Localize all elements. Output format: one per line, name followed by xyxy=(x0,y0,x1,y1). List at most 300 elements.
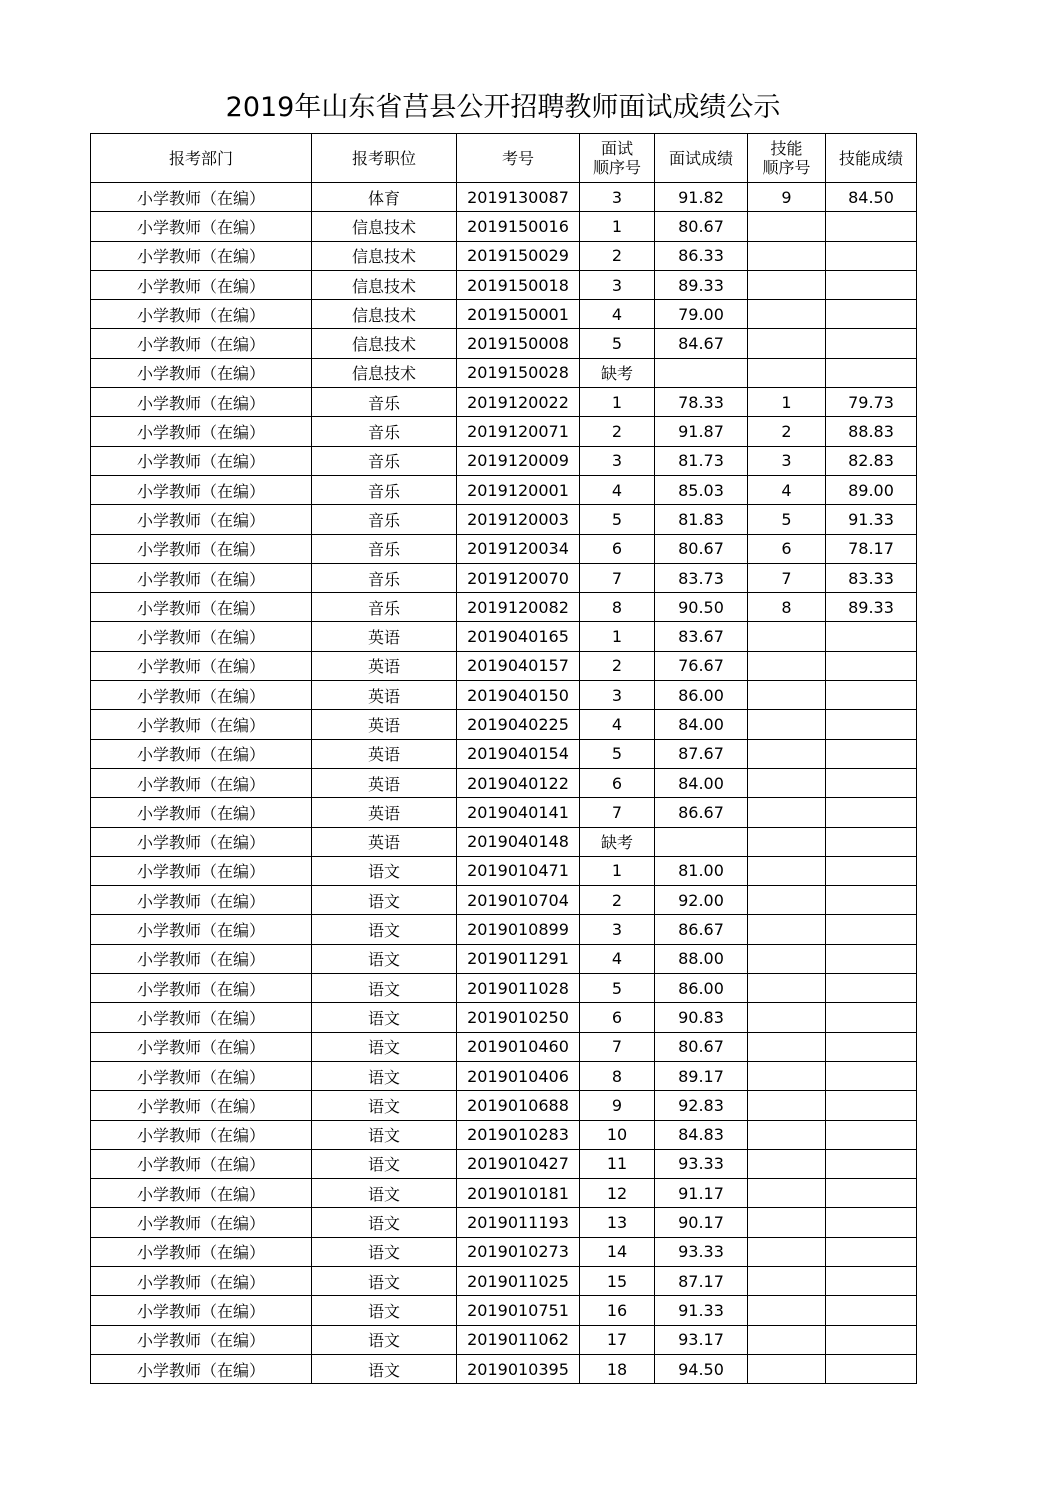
cell-interview-score: 81.00 xyxy=(655,856,748,885)
cell-position: 信息技术 xyxy=(312,300,457,329)
cell-skill-order: 7 xyxy=(748,563,826,592)
cell-interview-order: 1 xyxy=(580,856,655,885)
cell-interview-order: 14 xyxy=(580,1237,655,1266)
cell-department: 小学教师（在编） xyxy=(91,212,312,241)
cell-skill-order xyxy=(748,768,826,797)
cell-skill-order xyxy=(748,1003,826,1032)
cell-skill-score xyxy=(826,944,917,973)
cell-interview-order: 3 xyxy=(580,915,655,944)
cell-position: 语文 xyxy=(312,1266,457,1295)
cell-interview-order: 3 xyxy=(580,446,655,475)
header-interview-score: 面试成绩 xyxy=(655,134,748,183)
cell-department: 小学教师（在编） xyxy=(91,505,312,534)
cell-skill-order xyxy=(748,270,826,299)
cell-exam-number: 2019040148 xyxy=(457,827,580,856)
cell-position: 语文 xyxy=(312,1149,457,1178)
cell-skill-order: 9 xyxy=(748,183,826,212)
table-row xyxy=(91,534,917,563)
cell-skill-score xyxy=(826,1061,917,1090)
cell-skill-order xyxy=(748,827,826,856)
cell-skill-order xyxy=(748,1354,826,1383)
table-row xyxy=(91,622,917,651)
cell-interview-order: 13 xyxy=(580,1208,655,1237)
cell-exam-number: 2019040225 xyxy=(457,710,580,739)
cell-interview-order: 6 xyxy=(580,1003,655,1032)
cell-exam-number: 2019010427 xyxy=(457,1149,580,1178)
cell-department: 小学教师（在编） xyxy=(91,475,312,504)
cell-department: 小学教师（在编） xyxy=(91,974,312,1003)
cell-position: 体育 xyxy=(312,183,457,212)
cell-position: 语文 xyxy=(312,1208,457,1237)
cell-exam-number: 2019120082 xyxy=(457,593,580,622)
cell-exam-number: 2019010283 xyxy=(457,1120,580,1149)
cell-department: 小学教师（在编） xyxy=(91,388,312,417)
cell-interview-score: 84.00 xyxy=(655,768,748,797)
cell-interview-order: 6 xyxy=(580,534,655,563)
cell-interview-score: 94.50 xyxy=(655,1354,748,1383)
table-row xyxy=(91,358,917,387)
cell-department: 小学教师（在编） xyxy=(91,1061,312,1090)
cell-interview-order: 缺考 xyxy=(580,358,655,387)
cell-department: 小学教师（在编） xyxy=(91,446,312,475)
cell-exam-number: 2019040165 xyxy=(457,622,580,651)
table-row xyxy=(91,300,917,329)
table-header-row xyxy=(91,134,917,183)
cell-skill-order xyxy=(748,651,826,680)
cell-exam-number: 2019011291 xyxy=(457,944,580,973)
cell-skill-score xyxy=(826,1296,917,1325)
table-row xyxy=(91,681,917,710)
cell-interview-score: 87.17 xyxy=(655,1266,748,1295)
cell-skill-order xyxy=(748,1179,826,1208)
cell-department: 小学教师（在编） xyxy=(91,944,312,973)
cell-interview-order: 3 xyxy=(580,270,655,299)
table-row xyxy=(91,710,917,739)
cell-skill-order: 1 xyxy=(748,388,826,417)
table-row xyxy=(91,944,917,973)
cell-position: 音乐 xyxy=(312,475,457,504)
cell-skill-score xyxy=(826,1266,917,1295)
table-row xyxy=(91,651,917,680)
cell-department: 小学教师（在编） xyxy=(91,915,312,944)
cell-skill-score xyxy=(826,1237,917,1266)
table-row xyxy=(91,1120,917,1149)
cell-department: 小学教师（在编） xyxy=(91,622,312,651)
cell-skill-order xyxy=(748,300,826,329)
cell-interview-score: 93.33 xyxy=(655,1149,748,1178)
cell-skill-order xyxy=(748,974,826,1003)
cell-skill-score xyxy=(826,212,917,241)
cell-interview-score: 89.33 xyxy=(655,270,748,299)
cell-interview-score: 84.83 xyxy=(655,1120,748,1149)
table-row xyxy=(91,593,917,622)
cell-interview-score: 86.67 xyxy=(655,915,748,944)
cell-exam-number: 2019010471 xyxy=(457,856,580,885)
cell-position: 语文 xyxy=(312,1032,457,1061)
cell-position: 语文 xyxy=(312,1354,457,1383)
cell-interview-order: 5 xyxy=(580,739,655,768)
cell-position: 信息技术 xyxy=(312,270,457,299)
cell-position: 音乐 xyxy=(312,593,457,622)
cell-department: 小学教师（在编） xyxy=(91,183,312,212)
cell-skill-score: 89.33 xyxy=(826,593,917,622)
table-row xyxy=(91,1354,917,1383)
cell-skill-order xyxy=(748,739,826,768)
cell-interview-score: 91.33 xyxy=(655,1296,748,1325)
cell-position: 语文 xyxy=(312,1120,457,1149)
page-title: 2019年山东省莒县公开招聘教师面试成绩公示 xyxy=(225,92,781,123)
cell-position: 语文 xyxy=(312,1325,457,1354)
cell-skill-score xyxy=(826,651,917,680)
cell-department: 小学教师（在编） xyxy=(91,1325,312,1354)
table-row xyxy=(91,388,917,417)
cell-department: 小学教师（在编） xyxy=(91,651,312,680)
cell-position: 信息技术 xyxy=(312,241,457,270)
cell-department: 小学教师（在编） xyxy=(91,768,312,797)
cell-exam-number: 2019010395 xyxy=(457,1354,580,1383)
cell-position: 音乐 xyxy=(312,417,457,446)
cell-position: 语文 xyxy=(312,856,457,885)
cell-position: 英语 xyxy=(312,651,457,680)
cell-skill-order: 6 xyxy=(748,534,826,563)
cell-interview-score: 86.00 xyxy=(655,681,748,710)
cell-department: 小学教师（在编） xyxy=(91,1296,312,1325)
cell-interview-score: 76.67 xyxy=(655,651,748,680)
cell-skill-order xyxy=(748,1120,826,1149)
cell-exam-number: 2019011062 xyxy=(457,1325,580,1354)
cell-skill-score: 83.33 xyxy=(826,563,917,592)
cell-interview-order: 1 xyxy=(580,622,655,651)
cell-interview-score: 91.17 xyxy=(655,1179,748,1208)
cell-interview-order: 15 xyxy=(580,1266,655,1295)
cell-department: 小学教师（在编） xyxy=(91,798,312,827)
table-row xyxy=(91,768,917,797)
cell-exam-number: 2019150008 xyxy=(457,329,580,358)
cell-skill-order: 5 xyxy=(748,505,826,534)
cell-skill-order xyxy=(748,915,826,944)
cell-position: 语文 xyxy=(312,1091,457,1120)
cell-skill-score xyxy=(826,798,917,827)
cell-position: 信息技术 xyxy=(312,329,457,358)
cell-skill-order xyxy=(748,856,826,885)
cell-interview-order: 7 xyxy=(580,1032,655,1061)
cell-position: 英语 xyxy=(312,798,457,827)
cell-interview-order: 8 xyxy=(580,1061,655,1090)
cell-exam-number: 2019011028 xyxy=(457,974,580,1003)
cell-skill-score xyxy=(826,1032,917,1061)
table-row xyxy=(91,446,917,475)
cell-position: 英语 xyxy=(312,710,457,739)
cell-position: 音乐 xyxy=(312,505,457,534)
cell-interview-score xyxy=(655,358,748,387)
cell-interview-score: 81.83 xyxy=(655,505,748,534)
cell-exam-number: 2019010273 xyxy=(457,1237,580,1266)
cell-department: 小学教师（在编） xyxy=(91,300,312,329)
cell-position: 语文 xyxy=(312,1003,457,1032)
cell-skill-score xyxy=(826,270,917,299)
cell-skill-order: 8 xyxy=(748,593,826,622)
cell-interview-order: 7 xyxy=(580,798,655,827)
cell-skill-order xyxy=(748,710,826,739)
cell-department: 小学教师（在编） xyxy=(91,1208,312,1237)
cell-skill-order xyxy=(748,944,826,973)
cell-position: 语文 xyxy=(312,915,457,944)
cell-interview-score: 84.67 xyxy=(655,329,748,358)
cell-skill-score xyxy=(826,1149,917,1178)
cell-interview-score: 81.73 xyxy=(655,446,748,475)
cell-skill-score xyxy=(826,329,917,358)
cell-exam-number: 2019040141 xyxy=(457,798,580,827)
cell-skill-order xyxy=(748,1208,826,1237)
cell-department: 小学教师（在编） xyxy=(91,681,312,710)
cell-skill-order xyxy=(748,681,826,710)
cell-interview-score: 86.33 xyxy=(655,241,748,270)
cell-position: 英语 xyxy=(312,768,457,797)
cell-skill-order xyxy=(748,358,826,387)
cell-skill-order xyxy=(748,1325,826,1354)
table-row xyxy=(91,886,917,915)
cell-exam-number: 2019010250 xyxy=(457,1003,580,1032)
cell-exam-number: 2019010406 xyxy=(457,1061,580,1090)
cell-interview-order: 缺考 xyxy=(580,827,655,856)
cell-skill-order xyxy=(748,1149,826,1178)
table-body xyxy=(91,183,917,1384)
cell-interview-score: 80.67 xyxy=(655,212,748,241)
cell-exam-number: 2019120071 xyxy=(457,417,580,446)
cell-exam-number: 2019150018 xyxy=(457,270,580,299)
cell-interview-order: 2 xyxy=(580,886,655,915)
cell-skill-score: 91.33 xyxy=(826,505,917,534)
table-row xyxy=(91,1091,917,1120)
cell-interview-order: 1 xyxy=(580,388,655,417)
cell-interview-order: 4 xyxy=(580,944,655,973)
cell-skill-score xyxy=(826,768,917,797)
header-exam-number: 考号 xyxy=(457,134,580,183)
cell-skill-score: 82.83 xyxy=(826,446,917,475)
table-row xyxy=(91,827,917,856)
cell-interview-order: 2 xyxy=(580,241,655,270)
table-row xyxy=(91,1179,917,1208)
cell-skill-order: 4 xyxy=(748,475,826,504)
cell-skill-score: 88.83 xyxy=(826,417,917,446)
cell-exam-number: 2019040157 xyxy=(457,651,580,680)
cell-skill-score xyxy=(826,681,917,710)
header-skill-order: 技能 顺序号 xyxy=(748,134,826,183)
table-row xyxy=(91,1325,917,1354)
table-row xyxy=(91,241,917,270)
cell-department: 小学教师（在编） xyxy=(91,739,312,768)
cell-skill-score xyxy=(826,856,917,885)
cell-skill-score xyxy=(826,915,917,944)
cell-department: 小学教师（在编） xyxy=(91,270,312,299)
cell-skill-order xyxy=(748,886,826,915)
cell-skill-order xyxy=(748,1296,826,1325)
cell-interview-order: 2 xyxy=(580,417,655,446)
cell-position: 语文 xyxy=(312,1179,457,1208)
cell-interview-order: 11 xyxy=(580,1149,655,1178)
cell-exam-number: 2019150016 xyxy=(457,212,580,241)
cell-exam-number: 2019040150 xyxy=(457,681,580,710)
cell-skill-order xyxy=(748,212,826,241)
cell-interview-score: 89.17 xyxy=(655,1061,748,1090)
cell-skill-order: 3 xyxy=(748,446,826,475)
cell-exam-number: 2019120003 xyxy=(457,505,580,534)
cell-exam-number: 2019150028 xyxy=(457,358,580,387)
cell-interview-order: 1 xyxy=(580,212,655,241)
cell-skill-order xyxy=(748,241,826,270)
cell-department: 小学教师（在编） xyxy=(91,1120,312,1149)
header-interview-order: 面试 顺序号 xyxy=(580,134,655,183)
cell-department: 小学教师（在编） xyxy=(91,856,312,885)
cell-exam-number: 2019120070 xyxy=(457,563,580,592)
header-department: 报考部门 xyxy=(91,134,312,183)
table-row xyxy=(91,1003,917,1032)
cell-exam-number: 2019040154 xyxy=(457,739,580,768)
cell-position: 音乐 xyxy=(312,388,457,417)
cell-skill-score xyxy=(826,739,917,768)
table-row xyxy=(91,417,917,446)
table-row xyxy=(91,1032,917,1061)
cell-department: 小学教师（在编） xyxy=(91,1354,312,1383)
cell-interview-order: 3 xyxy=(580,183,655,212)
cell-department: 小学教师（在编） xyxy=(91,417,312,446)
cell-skill-score xyxy=(826,1091,917,1120)
cell-exam-number: 2019150001 xyxy=(457,300,580,329)
cell-skill-score xyxy=(826,241,917,270)
cell-exam-number: 2019120009 xyxy=(457,446,580,475)
cell-skill-score xyxy=(826,358,917,387)
cell-interview-score: 80.67 xyxy=(655,534,748,563)
cell-department: 小学教师（在编） xyxy=(91,563,312,592)
cell-skill-score xyxy=(826,886,917,915)
cell-skill-score xyxy=(826,1120,917,1149)
cell-skill-score: 78.17 xyxy=(826,534,917,563)
cell-department: 小学教师（在编） xyxy=(91,1032,312,1061)
cell-exam-number: 2019011025 xyxy=(457,1266,580,1295)
cell-skill-score xyxy=(826,622,917,651)
table-row xyxy=(91,212,917,241)
cell-interview-order: 6 xyxy=(580,768,655,797)
cell-exam-number: 2019120022 xyxy=(457,388,580,417)
table-row xyxy=(91,329,917,358)
table-row xyxy=(91,475,917,504)
cell-position: 音乐 xyxy=(312,534,457,563)
cell-interview-score: 86.00 xyxy=(655,974,748,1003)
cell-interview-score: 78.33 xyxy=(655,388,748,417)
table-row xyxy=(91,1266,917,1295)
table-row xyxy=(91,798,917,827)
table-row xyxy=(91,974,917,1003)
cell-interview-order: 16 xyxy=(580,1296,655,1325)
cell-interview-order: 18 xyxy=(580,1354,655,1383)
cell-department: 小学教师（在编） xyxy=(91,358,312,387)
cell-interview-score: 87.67 xyxy=(655,739,748,768)
table-row xyxy=(91,183,917,212)
cell-interview-score: 90.50 xyxy=(655,593,748,622)
cell-interview-score: 86.67 xyxy=(655,798,748,827)
cell-department: 小学教师（在编） xyxy=(91,1091,312,1120)
table-row xyxy=(91,1208,917,1237)
cell-interview-score: 90.17 xyxy=(655,1208,748,1237)
cell-interview-order: 4 xyxy=(580,475,655,504)
cell-skill-order xyxy=(748,329,826,358)
cell-interview-order: 8 xyxy=(580,593,655,622)
cell-exam-number: 2019010899 xyxy=(457,915,580,944)
cell-interview-order: 9 xyxy=(580,1091,655,1120)
cell-department: 小学教师（在编） xyxy=(91,329,312,358)
cell-position: 英语 xyxy=(312,622,457,651)
cell-department: 小学教师（在编） xyxy=(91,1003,312,1032)
cell-interview-order: 5 xyxy=(580,505,655,534)
cell-skill-score xyxy=(826,710,917,739)
table-row xyxy=(91,856,917,885)
cell-position: 英语 xyxy=(312,681,457,710)
cell-skill-score xyxy=(826,827,917,856)
cell-interview-score: 91.87 xyxy=(655,417,748,446)
cell-position: 语文 xyxy=(312,1061,457,1090)
cell-interview-order: 4 xyxy=(580,710,655,739)
cell-interview-score: 83.67 xyxy=(655,622,748,651)
cell-interview-score: 93.33 xyxy=(655,1237,748,1266)
cell-skill-order xyxy=(748,798,826,827)
cell-exam-number: 2019010751 xyxy=(457,1296,580,1325)
cell-skill-score xyxy=(826,1003,917,1032)
cell-interview-order: 4 xyxy=(580,300,655,329)
cell-interview-score: 84.00 xyxy=(655,710,748,739)
cell-interview-score xyxy=(655,827,748,856)
table-row xyxy=(91,739,917,768)
cell-skill-order xyxy=(748,1061,826,1090)
cell-exam-number: 2019130087 xyxy=(457,183,580,212)
cell-skill-score: 84.50 xyxy=(826,183,917,212)
cell-department: 小学教师（在编） xyxy=(91,710,312,739)
cell-exam-number: 2019010181 xyxy=(457,1179,580,1208)
cell-position: 信息技术 xyxy=(312,358,457,387)
cell-position: 英语 xyxy=(312,827,457,856)
cell-department: 小学教师（在编） xyxy=(91,1237,312,1266)
cell-skill-score xyxy=(826,1208,917,1237)
cell-position: 语文 xyxy=(312,1237,457,1266)
cell-department: 小学教师（在编） xyxy=(91,241,312,270)
cell-department: 小学教师（在编） xyxy=(91,1149,312,1178)
cell-department: 小学教师（在编） xyxy=(91,827,312,856)
cell-skill-order: 2 xyxy=(748,417,826,446)
cell-exam-number: 2019010688 xyxy=(457,1091,580,1120)
cell-interview-score: 92.00 xyxy=(655,886,748,915)
table-row xyxy=(91,563,917,592)
table-row xyxy=(91,915,917,944)
cell-skill-order xyxy=(748,1091,826,1120)
header-position: 报考职位 xyxy=(312,134,457,183)
cell-interview-score: 90.83 xyxy=(655,1003,748,1032)
cell-skill-score xyxy=(826,300,917,329)
cell-interview-score: 88.00 xyxy=(655,944,748,973)
cell-interview-score: 93.17 xyxy=(655,1325,748,1354)
cell-interview-score: 79.00 xyxy=(655,300,748,329)
cell-interview-score: 91.82 xyxy=(655,183,748,212)
cell-department: 小学教师（在编） xyxy=(91,534,312,563)
cell-exam-number: 2019040122 xyxy=(457,768,580,797)
cell-skill-order xyxy=(748,1266,826,1295)
header-skill-score: 技能成绩 xyxy=(826,134,917,183)
cell-interview-order: 12 xyxy=(580,1179,655,1208)
table-row xyxy=(91,1149,917,1178)
table-row xyxy=(91,1061,917,1090)
cell-interview-order: 5 xyxy=(580,329,655,358)
cell-department: 小学教师（在编） xyxy=(91,593,312,622)
cell-position: 语文 xyxy=(312,886,457,915)
table-row xyxy=(91,1296,917,1325)
